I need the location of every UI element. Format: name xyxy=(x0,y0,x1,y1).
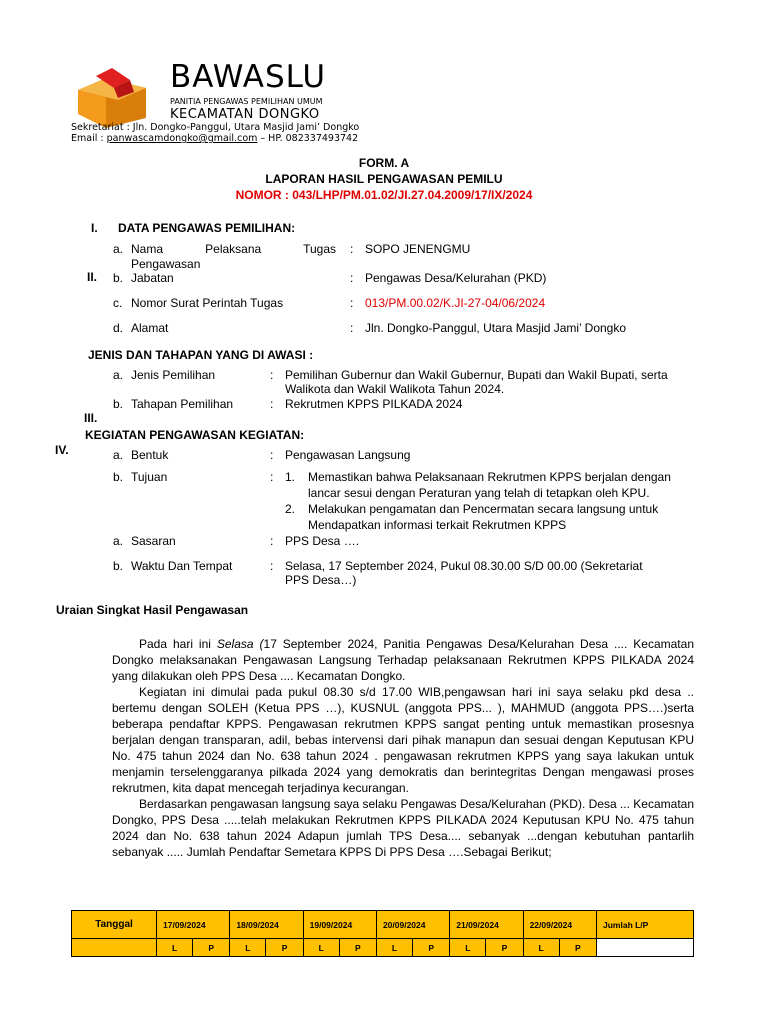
item-letter: b. xyxy=(113,470,124,484)
item-letter: a. xyxy=(113,242,124,256)
item-label: Jenis Pemilihan xyxy=(131,368,216,382)
org-line-2: KECAMATAN DONGKO xyxy=(170,107,320,122)
sub-l: L xyxy=(376,939,412,957)
form-nomor: NOMOR : 043/LHP/PM.01.02/JI.27.04.2009/17/IX/2024 xyxy=(235,188,533,202)
item-value-alamat: Jln. Dongko-Panggul, Utara Masjid Jami’ Dongko xyxy=(365,321,627,335)
tujuan-point-1: Memastikan bahwa Pelaksanaan Rekrutmen KPPS berjalan dengan xyxy=(308,470,671,484)
uraian-paragraph-1 xyxy=(112,636,694,684)
header-date: 17/09/2024 xyxy=(157,911,230,939)
sub-jumlah-blank xyxy=(597,939,694,957)
org-line-1: PANITIA PENGAWAS PEMILIHAN UMUM xyxy=(170,97,323,106)
item-letter: b. xyxy=(113,271,124,285)
item-separator: : xyxy=(270,397,274,411)
sub-p: P xyxy=(559,939,596,957)
form-number: FORM. A xyxy=(358,156,410,170)
item-value-surat: 013/PM.00.02/K.JI-27-04/06/2024 xyxy=(365,296,546,310)
section-4-roman: IV. xyxy=(55,443,69,457)
sub-p: P xyxy=(339,939,376,957)
p1-pre: Pada hari ini xyxy=(139,637,217,651)
email-link[interactable]: panwascamdongko@gmail.com xyxy=(106,133,258,144)
pendaftar-table xyxy=(71,910,694,957)
item-label: Tujuan xyxy=(131,470,168,484)
item-separator: : xyxy=(270,470,274,484)
item-value-waktu: Selasa, 17 September 2024, Pukul 08.30.00 S/D 00.00 (Sekretariat xyxy=(285,559,643,573)
item-label: Alamat xyxy=(131,321,169,335)
sub-l: L xyxy=(303,939,339,957)
item-separator: : xyxy=(270,368,274,382)
phone-text: – HP. 082337493742 xyxy=(257,133,359,144)
table-header-row xyxy=(72,911,694,939)
item-label: Waktu Dan Tempat xyxy=(131,559,233,573)
item-label: Jabatan xyxy=(131,271,174,285)
item-label: Bentuk xyxy=(131,448,169,462)
item-letter: b. xyxy=(113,559,124,573)
tujuan-point-1-cont: lancar sesui dengan Peraturan yang telah di tetapkan oleh KPU. xyxy=(308,486,650,500)
section-1-roman: I. xyxy=(91,221,98,235)
item-letter: a. xyxy=(113,534,124,548)
header-tanggal: Tanggal xyxy=(72,911,157,939)
tujuan-num: 2. xyxy=(285,502,296,516)
email-label: Email : xyxy=(71,133,107,144)
item-value-waktu-cont: PPS Desa…) xyxy=(285,573,357,587)
item-letter: c. xyxy=(113,296,123,310)
item-letter: a. xyxy=(113,448,124,462)
sub-l: L xyxy=(157,939,193,957)
item-separator: : xyxy=(270,534,274,548)
tujuan-point-2-cont: Mendapatkan informasi terkait Rekrutmen KPPS xyxy=(308,518,567,532)
item-separator: : xyxy=(350,271,354,285)
p1-post: 17 September 2024, Panitia Pengawas Desa/Kelurahan Desa .... Kecamatan Dongko melaksanakan Pengawasan Langsung Terhadap pelaksanaan Rekrutmen KPPS PILKADA 2024 yang dilakukan oleh PPS Desa .... Kecamatan Dongko. xyxy=(112,637,694,683)
item-letter: d. xyxy=(113,321,124,335)
item-letter: b. xyxy=(113,397,124,411)
item-separator: : xyxy=(270,559,274,573)
uraian-paragraph-3: Berdasarkan pengawasan langsung saya selaku Pengawas Desa/Kelurahan (PKD). Desa ... Kecamatan Dongko, PPS Desa .....telah melakukan Rekrutmen KPPS PILKADA 2024 Keputusan KPU No. 475 tahun 2024 dan No. 638 tahun 2024 Adapun jumlah TPS Desa.... sebanyak ...dengan kebutuhan pantarlih sebanyak ..... Jumlah Pendaftar Semetara KPPS Di PPS Desa ….Sebagai Berikut; xyxy=(112,797,694,859)
sub-p: P xyxy=(413,939,450,957)
section-3-roman: III. xyxy=(84,411,98,425)
section-2-heading: JENIS DAN TAHAPAN YANG DI AWASI : xyxy=(88,348,314,362)
item-separator: : xyxy=(350,296,354,310)
header-date: 21/09/2024 xyxy=(450,911,523,939)
item-label: Nama Pelaksana Tugas xyxy=(131,242,336,256)
sub-p: P xyxy=(193,939,230,957)
p1-italic: Selasa ( xyxy=(216,637,264,651)
header-jumlah: Jumlah L/P xyxy=(597,911,694,939)
item-letter: a. xyxy=(113,368,124,382)
item-value-sasaran: PPS Desa …. xyxy=(285,534,360,548)
item-separator: : xyxy=(350,321,354,335)
brand-name: BAWASLU xyxy=(170,59,327,95)
form-title: LAPORAN HASIL PENGAWASAN PEMILU xyxy=(265,172,503,186)
sub-l: L xyxy=(523,939,559,957)
section-1-heading: DATA PENGAWAS PEMILIHAN: xyxy=(118,221,296,235)
item-label: Tahapan Pemilihan xyxy=(131,397,234,411)
item-value-tahapan: Rekrutmen KPPS PILKADA 2024 xyxy=(285,397,463,411)
tujuan-num: 1. xyxy=(285,470,296,484)
item-value-jenis-cont: Walikota dan Wakil Walikota Tahun 2024. xyxy=(285,382,505,396)
item-value-bentuk: Pengawasan Langsung xyxy=(285,448,411,462)
uraian-heading: Uraian Singkat Hasil Pengawasan xyxy=(56,603,249,617)
sub-empty xyxy=(72,939,157,957)
item-label: Nomor Surat Perintah Tugas xyxy=(131,296,284,310)
item-label-cont: Pengawasan xyxy=(131,257,201,271)
header-date: 18/09/2024 xyxy=(230,911,303,939)
header-date: 19/09/2024 xyxy=(303,911,376,939)
sub-p: P xyxy=(486,939,523,957)
section-2-roman: II. xyxy=(87,270,98,284)
sub-l: L xyxy=(230,939,266,957)
contact-line xyxy=(71,133,358,144)
item-separator: : xyxy=(350,242,354,256)
item-separator: : xyxy=(270,448,274,462)
header-date: 20/09/2024 xyxy=(376,911,449,939)
secretariat-address: Sekretariat : Jln. Dongko-Panggul, Utara Masjid Jami’ Dongko xyxy=(71,122,360,133)
table-sub-row xyxy=(72,939,694,957)
sub-l: L xyxy=(450,939,486,957)
section-3-heading: KEGIATAN PENGAWASAN KEGIATAN: xyxy=(85,428,305,442)
uraian-paragraph-2: Kegiatan ini dimulai pada pukul 08.30 s/d 17.00 WIB,pengawsan hari ini saya selaku pkd desa .. bertemu dengan SOLEH (Ketua PPS …), KUSNUL (anggota PPS... ), MAHMUD (anggota PPS….)serta beberapa pendaftar KPPS. Pengawasan rekrutmen KPPS sangat penting untuk memastikan prosesnya berjalan dengan transparan, adil, bebas intervensi dari pihak manapun dan sesuai dengan Keputusan KPU No. 475 tahun 2024 dan No. 638 tahun 2024 . pengawasan rekrutmen KPPS yang saya lakukan untuk menjamin terselenggaranya pilkada 2024 yang demokratis dan berintegritas Dengan mengawasi proses rekrutmen, kita dapat mencegah terjadinya kecurangan. xyxy=(112,685,694,795)
uraian-body xyxy=(112,636,694,860)
tujuan-point-2: Melakukan pengamatan dan Pencermatan secara langsung untuk xyxy=(308,502,659,516)
header-date: 22/09/2024 xyxy=(523,911,596,939)
item-value-jabatan: Pengawas Desa/Kelurahan (PKD) xyxy=(365,271,547,285)
sub-p: P xyxy=(266,939,303,957)
item-value-name: SOPO JENENGMU xyxy=(365,242,471,256)
item-label: Sasaran xyxy=(131,534,176,548)
item-value-jenis: Pemilihan Gubernur dan Wakil Gubernur, Bupati dan Wakil Bupati, serta xyxy=(285,368,668,382)
